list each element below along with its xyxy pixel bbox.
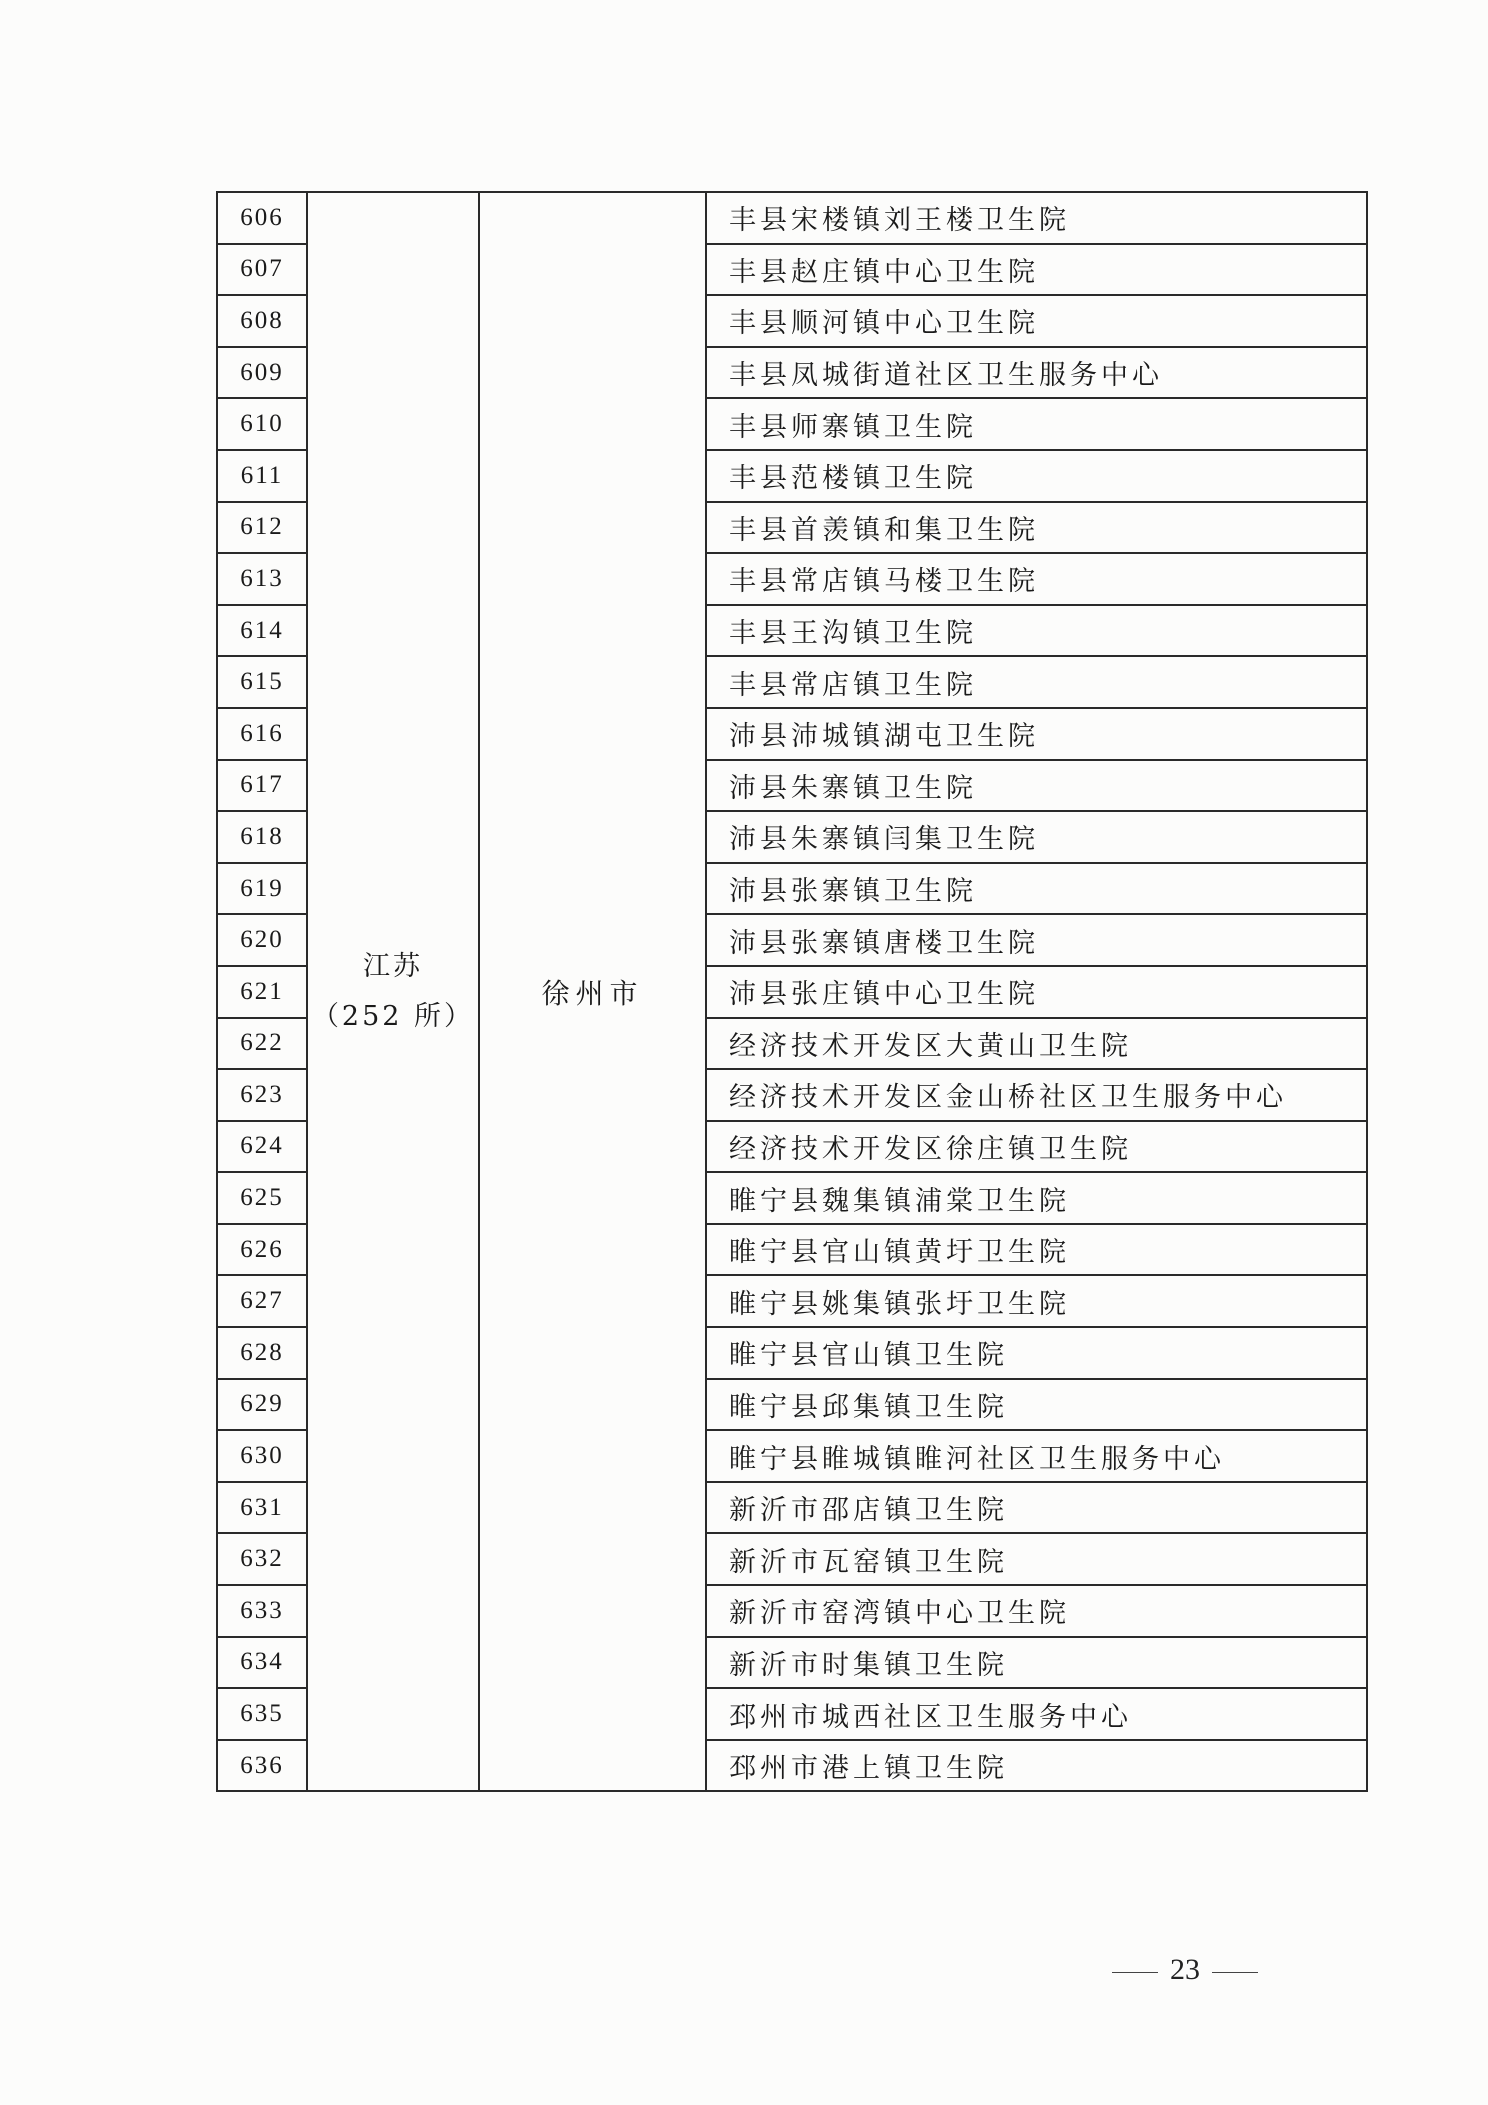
row-number-cell: 608 [217,295,307,347]
row-number-cell: 630 [217,1430,307,1482]
row-number-cell: 635 [217,1688,307,1740]
institution-name-cell: 睢宁县邱集镇卫生院 [706,1379,1367,1431]
row-number-cell: 632 [217,1533,307,1585]
institution-name-cell: 丰县王沟镇卫生院 [706,605,1367,657]
institution-name-cell: 丰县师寨镇卫生院 [706,398,1367,450]
row-number-cell: 619 [217,863,307,915]
institution-name-cell: 睢宁县官山镇卫生院 [706,1327,1367,1379]
row-number-cell: 626 [217,1224,307,1276]
institution-name-cell: 丰县顺河镇中心卫生院 [706,295,1367,347]
page-number-right-dash [1212,1972,1258,1973]
institution-name-cell: 丰县常店镇马楼卫生院 [706,553,1367,605]
institution-name-cell: 新沂市瓦窑镇卫生院 [706,1533,1367,1585]
table-body [217,192,1367,1791]
row-number-cell: 609 [217,347,307,399]
institution-name-cell: 丰县范楼镇卫生院 [706,450,1367,502]
institution-name-cell: 丰县首羡镇和集卫生院 [706,502,1367,554]
row-number-cell: 612 [217,502,307,554]
institution-name-cell: 新沂市时集镇卫生院 [706,1637,1367,1689]
row-number-cell: 622 [217,1018,307,1070]
row-number-cell: 615 [217,656,307,708]
row-number-cell: 610 [217,398,307,450]
institution-name-cell: 新沂市邵店镇卫生院 [706,1482,1367,1534]
institution-name-cell: 邳州市港上镇卫生院 [706,1740,1367,1792]
institution-name-cell: 沛县朱寨镇卫生院 [706,760,1367,812]
row-number-cell: 607 [217,244,307,296]
province-count: （252 所） [311,1000,475,1032]
institution-name-cell: 经济技术开发区金山桥社区卫生服务中心 [706,1069,1367,1121]
institution-name-cell: 沛县张寨镇卫生院 [706,863,1367,915]
row-number-cell: 625 [217,1172,307,1224]
row-number-cell: 624 [217,1121,307,1173]
row-number-cell: 614 [217,605,307,657]
row-number-cell: 627 [217,1275,307,1327]
institution-name-cell: 睢宁县睢城镇睢河社区卫生服务中心 [706,1430,1367,1482]
institution-name-cell: 丰县凤城街道社区卫生服务中心 [706,347,1367,399]
row-number-cell: 633 [217,1585,307,1637]
page-number-left-dash [1112,1972,1158,1973]
row-number-cell: 623 [217,1069,307,1121]
row-number-cell: 616 [217,708,307,760]
page-number [1095,1953,1275,1987]
row-number-cell: 621 [217,966,307,1018]
province-cell [307,192,479,1791]
institution-name-cell: 丰县赵庄镇中心卫生院 [706,244,1367,296]
institution-name-cell: 睢宁县姚集镇张圩卫生院 [706,1275,1367,1327]
institution-name-cell: 睢宁县官山镇黄圩卫生院 [706,1224,1367,1276]
institution-name-cell: 新沂市窑湾镇中心卫生院 [706,1585,1367,1637]
institution-name-cell: 沛县朱寨镇闫集卫生院 [706,811,1367,863]
institution-name-cell: 经济技术开发区大黄山卫生院 [706,1018,1367,1070]
row-number-cell: 631 [217,1482,307,1534]
page-number-value: 23 [1170,1953,1200,1986]
row-number-cell: 629 [217,1379,307,1431]
health-center-table [216,191,1368,1792]
province-name: 江苏 [363,950,423,982]
row-number-cell: 634 [217,1637,307,1689]
institution-name-cell: 邳州市城西社区卫生服务中心 [706,1688,1367,1740]
institution-name-cell: 沛县张寨镇唐楼卫生院 [706,914,1367,966]
row-number-cell: 606 [217,192,307,244]
row-number-cell: 617 [217,760,307,812]
row-number-cell: 620 [217,914,307,966]
row-number-cell: 636 [217,1740,307,1792]
row-number-cell: 611 [217,450,307,502]
institution-name-cell: 沛县张庄镇中心卫生院 [706,966,1367,1018]
institution-name-cell: 睢宁县魏集镇浦棠卫生院 [706,1172,1367,1224]
institution-name-cell: 丰县宋楼镇刘王楼卫生院 [706,192,1367,244]
institution-name-cell: 丰县常店镇卫生院 [706,656,1367,708]
institution-name-cell: 经济技术开发区徐庄镇卫生院 [706,1121,1367,1173]
row-number-cell: 628 [217,1327,307,1379]
row-number-cell: 613 [217,553,307,605]
institution-name-cell: 沛县沛城镇湖屯卫生院 [706,708,1367,760]
city-cell: 徐州市 [479,192,706,1791]
row-number-cell: 618 [217,811,307,863]
table-row [217,192,1367,244]
